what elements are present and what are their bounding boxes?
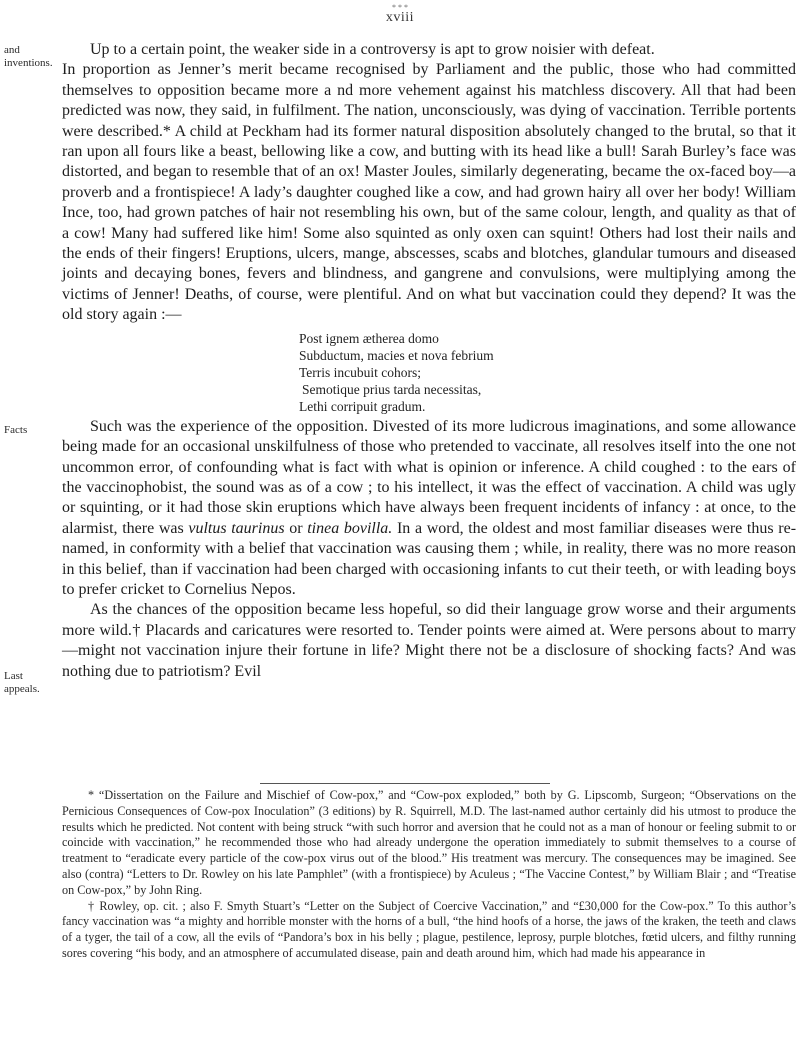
verse-line: Lethi corripuit gradum. [299, 398, 426, 414]
verse-line: Post ignem ætherea domo [299, 330, 439, 346]
paragraph-body: In proportion as Jenner’s merit became recognised by Parliament and the public, those who had committed themselves to opposition became more a nd more vehement against his matchless discovery. All that had been predicted was now, they said, in fulfilment. The nation, unconsciously, was dying of vaccination. Terrible portents were described.* A child at Peckham had its former natural disposition absolutely changed to the brutal, so that it ran upon all fours like a beast, bellowing like a cow, and butting with its head like a bull! Sarah Burley’s face was distorted, and began to resemble that of an ox! Master Joules, similarly degenerating, became the ox-faced boy—a proverb and a frontispiece! A lady’s daughter coughed like a cow, and had grown hairy all over her body! William Ince, too, had grown patches of hair not resembling his own, but of the same colour, length, and quality as that of a cow! Many had suffered like him! Some also squinted as only oxen can squint! Others had lost their nails and the ends of their fingers! Eruptions, ulcers, mange, abscesses, scabs and blotches, glandular tumours and diseased joints and decaying bones, fevers and blindness, and gangrene and convulsions, were multiplying among the victims of Jenner! Deaths, of course, were plentiful. And on what but vaccination could they depend? It was the old story again :— [62, 61, 796, 324]
latin-term-vultus: vultus taurinus [188, 519, 285, 537]
footnote-asterisk: * “Dissertation on the Failure and Mischief of Cow-pox,” and “Cow-pox exploded,” both by G. Lipscomb, Surgeon; “Observations on the Pernicious Consequences of Cow-pox Inoculation” (3 editions) by R. Squirrell, M.D. The last-named author certainly did his utmost to produce the results which he predicted. Not content with being struck “with such horror and aversion that he could not as a man of honour or feeling submit to or coincide with vaccination,” he recommended those who had already undergone the operation immediately to submit themselves to a course of treatment to “eradicate every particle of the cow-pox virus out of the blood.” His treatment was mercury. The consequences may be imagined. See also (contra) “Letters to Dr. Rowley on his late Pamphlet” (with a frontispiece) by Aculeus ; “The Vaccine Contest,” by William Blair ; and “Treatise on Cow-pox,” by John Ring. [62, 788, 796, 897]
margin-note-last-appeals: Last appeals. [4, 670, 40, 695]
facts-text-end: In a word, the oldest and most familiar diseases were thus re-named, in conformity with a belief that vaccination was causing them ; while, in reality, there was no more reason in this belief, than if vaccination had been charged with occasioning infants to cut their teeth, or with leading boys to prefer cricket to Cornelius Nepos. [62, 519, 797, 598]
verse-line: Subductum, macies et nova febrium [299, 347, 494, 363]
latin-verse [299, 330, 796, 415]
paragraph-facts [62, 417, 796, 601]
margin-note-inventions: and inventions. [4, 44, 53, 69]
paragraph-last-appeals: As the chances of the opposition became less hopeful, so did their language grow worse and their arguments more wild.† Placards and caricatures were resorted to. Tender points were aimed at. Were persons about to marry—might not vaccination injure their fortune in life? Might there not be a disclosure of shocking facts? And was nothing due to patriotism? Evil [62, 601, 796, 680]
margin-note-facts: Facts [4, 424, 28, 436]
paragraph-opposition [62, 40, 796, 326]
printer-mark: * * * [392, 3, 408, 12]
paragraph-lead: Up to a certain point, the weaker side in a controversy is apt to grow noisier with defeat. [90, 41, 655, 58]
facts-text-start: Such was the experience of the opposition. Divested of its more ludicrous imaginations, and some allowance being made for an occasional unskilfulness of those who pretended to vaccinate, all resolves itself into the one not uncommon error, of confounding what is fact with what is opinion or inference. A child coughed : to the ears of the vaccinophobist, the sound was as of a cow ; to his intellect, it was the effect of vaccination. A child was ugly or squinting, or it had those skin eruptions which have always been frequent incidents of infancy : at once, to the alarmist, there was [62, 417, 796, 537]
main-text [62, 40, 796, 682]
footnote-rule [260, 783, 550, 784]
page-number: xviii [385, 10, 415, 25]
facts-or: or [289, 519, 303, 537]
verse-line: Semotique prius tarda necessitas, [302, 381, 482, 397]
verse-line: Terris incubuit cohors; [299, 364, 422, 380]
footnotes [62, 788, 796, 962]
latin-term-tinea: tinea bovilla. [307, 519, 393, 537]
footnote-dagger: † Rowley, op. cit. ; also F. Smyth Stuart’s “Letter on the Subject of Coercive Vaccination,” and “£30,000 for the Cow-pox.” To this author’s fancy vaccination was “a mighty and horrible monster with the horns of a bull, “the hind hoofs of a horse, the jaws of the kraken, the teeth and claws of a tyger, the tail of a cow, all the evils of “Pandora’s box in his belly ; plague, pestilence, leprosy, purple blotches, fœtid ulcers, and filthy running sores covering “his body, and an atmosphere of accumulated disease, pain and death around him, which had made his appearance in [62, 898, 796, 960]
